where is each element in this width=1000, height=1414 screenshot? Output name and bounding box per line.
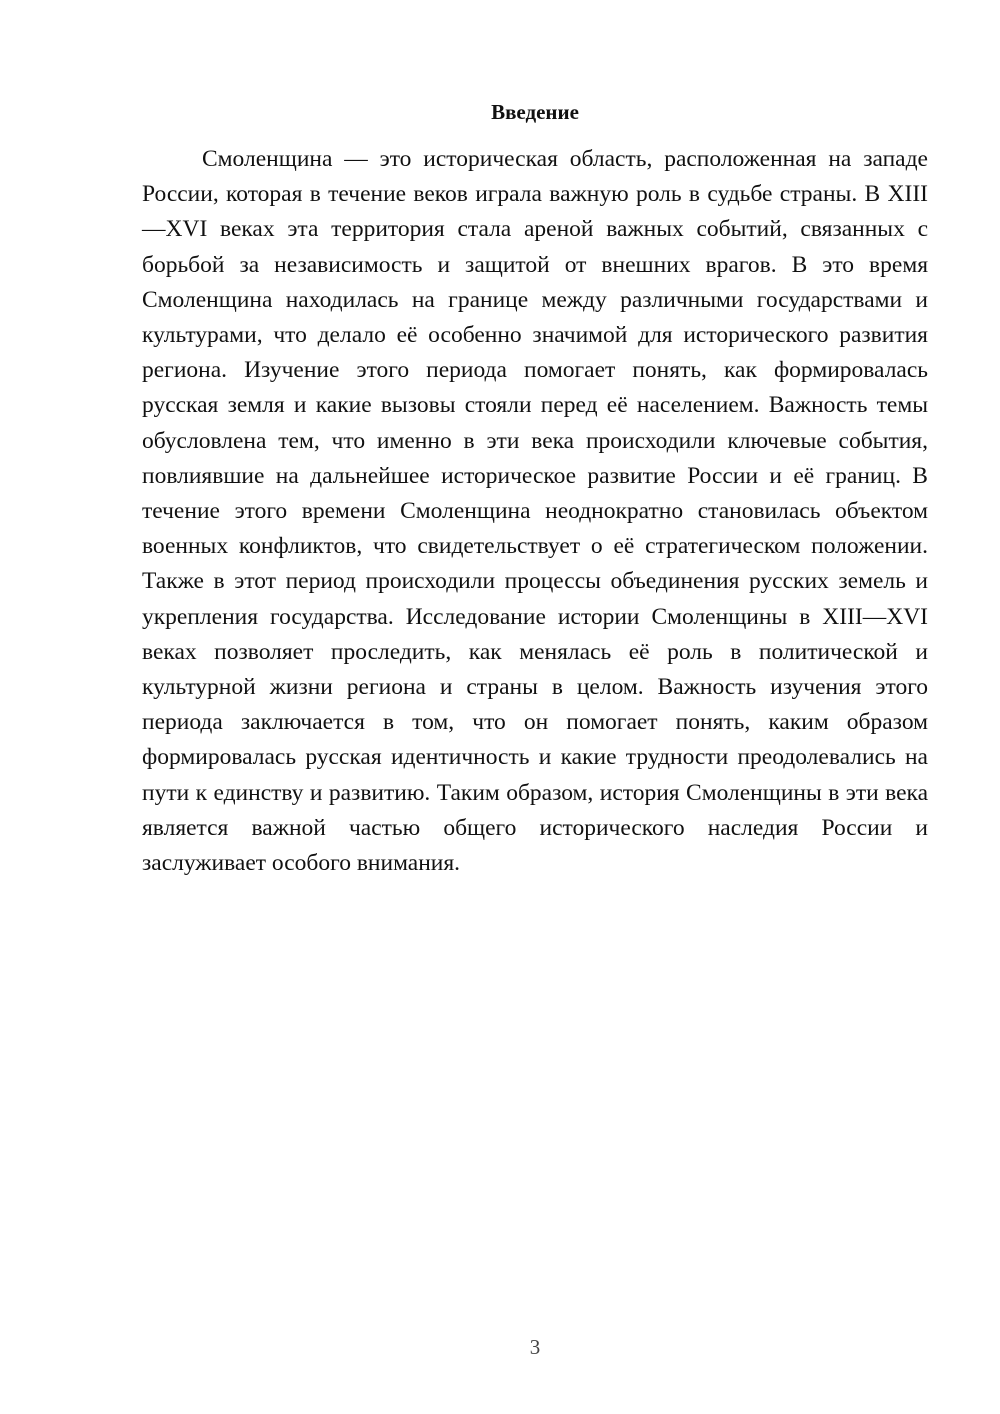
intro-paragraph: Смоленщина — это историческая область, расположенная на западе России, которая в течение веков играла важную роль в судьбе страны. В XIII—XVI веках эта территория стала ареной важных событий, связанных с борьбой за независимость и защитой от внешних врагов. В это время Смоленщина находилась на границе между различными государствами и культурами, что делало её особенно значимой для исторического развития региона. Изучение этого периода помогает понять, как формировалась русская земля и какие вызовы стояли перед её населением. Важность темы обусловлена тем, что именно в эти века происходили ключевые события, повлиявшие на дальнейшее историческое развитие России и её границ. В течение этого времени Смоленщина неоднократно становилась объектом военных конфликтов, что свидетельствует о её стратегическом положении. Также в этот период происходили процессы объединения русских земель и укрепления государства. Исследование истории Смоленщины в XIII—XVI веках позволяет проследить, как менялась её роль в политической и культурной жизни региона и страны в целом. Важность изучения этого периода заключается в том, что он помогает понять, каким образом формировалась русская идентичность и какие трудности преодолевались на пути к единству и развитию. Таким образом, история Смоленщины в эти века является важной частью общего исторического наследия России и заслуживает особого внимания. [142,146,928,877]
section-title: Введение [491,100,579,124]
page-number: 3 [529,1335,541,1359]
